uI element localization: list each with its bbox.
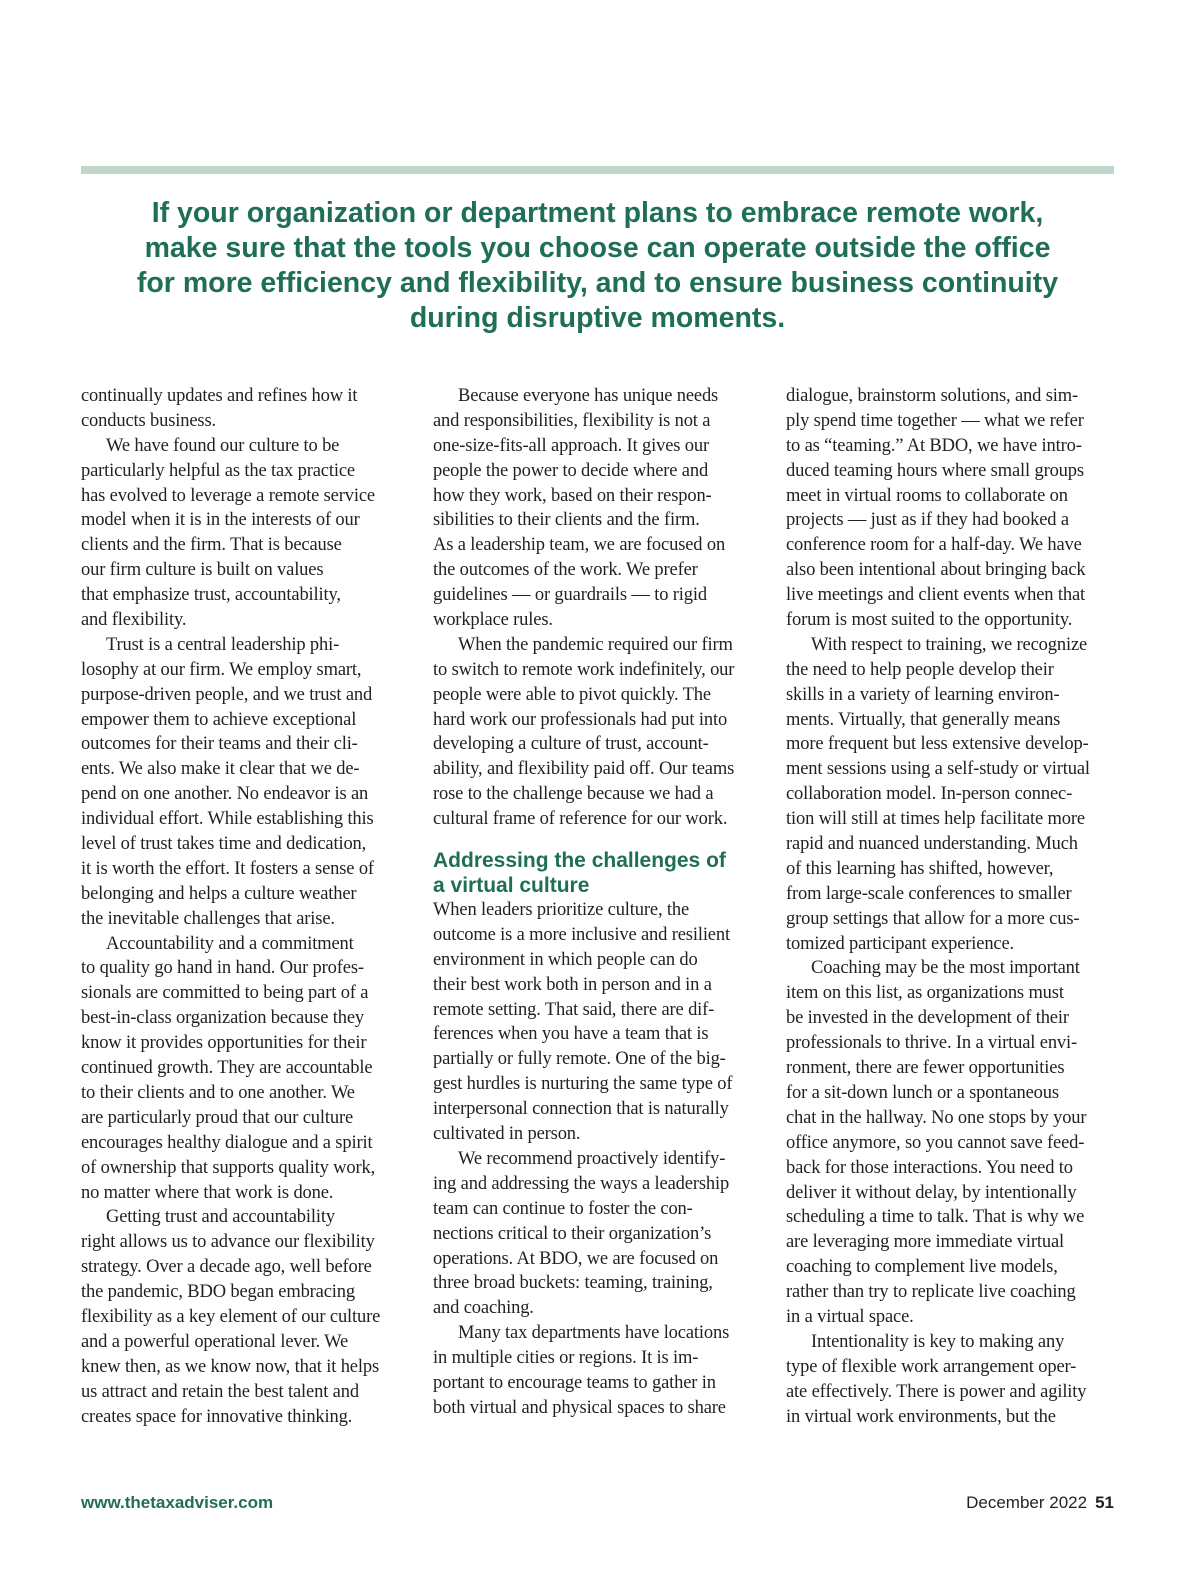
body-text-line: deliver it without delay, by intentionally — [786, 1182, 1077, 1203]
body-text-line: hard work our professionals had put into — [433, 709, 728, 730]
body-text-line: the pandemic, BDO began embracing — [81, 1282, 355, 1303]
body-text-line: know it provides opportunities for their — [81, 1033, 367, 1054]
body-text-line: ments. Virtually, that generally means — [786, 709, 1061, 730]
body-text-line: tomized participant experience. — [786, 933, 1015, 954]
body-text-line: ability, and flexibility paid off. Our teams — [433, 759, 735, 780]
body-text-line: the inevitable challenges that arise. — [81, 908, 335, 929]
body-text-line: for a sit-down lunch or a spontaneous — [786, 1082, 1059, 1103]
paragraph-first-line: We recommend proactively identify- — [458, 1148, 726, 1169]
body-text-line: partially or fully remote. One of the big- — [433, 1049, 726, 1070]
pull-quote-line: make sure that the tools you choose can operate outside the office — [144, 232, 1051, 264]
body-text-line: creates space for innovative thinking. — [81, 1406, 353, 1427]
body-text-line: and coaching. — [433, 1298, 534, 1319]
body-text-line: of this learning has shifted, however, — [786, 858, 1054, 879]
body-text-line: rose to the challenge because we had a — [433, 784, 714, 805]
body-text-line: the need to help people develop their — [786, 659, 1054, 680]
body-text-line: guidelines — or guardrails — to rigid — [433, 585, 707, 606]
body-text-line: in multiple cities or regions. It is im- — [433, 1348, 699, 1369]
body-text-line: skills in a variety of learning environ- — [786, 684, 1060, 705]
body-text-line: that emphasize trust, accountability, — [81, 585, 341, 606]
paragraph-first-line: Trust is a central leadership phi- — [106, 634, 340, 655]
body-text-line: in virtual work environments, but the — [786, 1406, 1056, 1427]
body-text-line: encourages healthy dialogue and a spirit — [81, 1132, 373, 1153]
body-text-line: workplace rules. — [433, 610, 553, 631]
body-text-line: rapid and nuanced understanding. Much — [786, 834, 1078, 855]
body-text-line: item on this list, as organizations must — [786, 983, 1064, 1004]
article-column-1 — [81, 384, 416, 1429]
paragraph-first-line: When the pandemic required our firm — [458, 634, 733, 655]
body-text-line: right allows us to advance our flexibility — [81, 1232, 375, 1253]
body-text-line: pend on one another. No endeavor is an — [81, 784, 369, 805]
body-text-line: to quality go hand in hand. Our profes- — [81, 958, 364, 979]
body-text-line: ents. We also make it clear that we de- — [81, 759, 360, 780]
body-text-line: coaching to complement live models, — [786, 1257, 1058, 1278]
body-text-line: tion will still at times help facilitate more — [786, 809, 1085, 830]
body-text-line: outcome is a more inclusive and resilient — [433, 924, 730, 945]
body-text-line: cultivated in person. — [433, 1124, 581, 1145]
body-text-line: purpose-driven people, and we trust and — [81, 684, 373, 705]
body-text-line: their best work both in person and in a — [433, 974, 712, 995]
body-text-line: knew then, as we know now, that it helps — [81, 1356, 379, 1377]
body-text-line: to switch to remote work indefinitely, our — [433, 659, 735, 680]
body-text-line: individual effort. While establishing this — [81, 809, 374, 830]
body-text-line: team can continue to foster the con- — [433, 1198, 693, 1219]
body-text-line: no matter where that work is done. — [81, 1182, 334, 1203]
pull-quote-line: If your organization or department plans to embrace remote work, — [151, 197, 1044, 229]
section-heading-line: a virtual culture — [433, 874, 590, 898]
footer-website-link[interactable]: www.thetaxadviser.com — [81, 1493, 274, 1512]
top-divider-rule — [81, 166, 1114, 174]
article-column-3 — [786, 384, 1121, 1429]
body-text-line: environment in which people can do — [433, 949, 698, 970]
section-spacer — [433, 832, 768, 848]
body-text-line: meet in virtual rooms to collaborate on — [786, 485, 1068, 506]
body-text-line: and a powerful operational lever. We — [81, 1331, 349, 1352]
body-text-line: people the power to decide where and — [433, 460, 709, 481]
body-text-line: more frequent but less extensive develop- — [786, 734, 1089, 755]
body-text-line: operations. At BDO, we are focused on — [433, 1248, 719, 1269]
body-text-line: and responsibilities, flexibility is not a — [433, 410, 711, 431]
body-text-line: in a virtual space. — [786, 1306, 914, 1327]
body-text-line: particularly helpful as the tax practice — [81, 460, 355, 481]
paragraph-first-line: We have found our culture to be — [106, 435, 340, 456]
body-text-line: also been intentional about bringing back — [786, 560, 1086, 581]
paragraph-first-line: Accountability and a commitment — [106, 933, 354, 954]
paragraph-first-line: Intentionality is key to making any — [811, 1331, 1065, 1352]
body-text-line: sionals are committed to being part of a — [81, 983, 369, 1004]
body-text-line: ing and addressing the ways a leadership — [433, 1173, 730, 1194]
body-text-line: empower them to achieve exceptional — [81, 709, 357, 730]
body-text-line: ronment, there are fewer opportunities — [786, 1058, 1065, 1079]
pull-quote-line: for more efficiency and flexibility, and to ensure business continuity — [136, 267, 1059, 299]
body-text-line: As a leadership team, we are focused on — [433, 535, 726, 556]
body-text-line: one-size-fits-all approach. It gives our — [433, 435, 710, 456]
body-text-line: and flexibility. — [81, 610, 187, 631]
body-text-line: chat in the hallway. No one stops by your — [786, 1107, 1087, 1128]
body-text-line: to their clients and to one another. We — [81, 1082, 355, 1103]
body-text-line: collaboration model. In-person connec- — [786, 784, 1073, 805]
body-text-line: rather than try to replicate live coaching — [786, 1282, 1076, 1303]
body-text-line: portant to encourage teams to gather in — [433, 1372, 716, 1393]
body-text-line: outcomes for their teams and their cli- — [81, 734, 358, 755]
footer-issue-info — [966, 1493, 1114, 1513]
body-text-line: how they work, based on their respon- — [433, 485, 712, 506]
body-text-line: the outcomes of the work. We prefer — [433, 560, 698, 581]
paragraph-first-line: Coaching may be the most important — [811, 958, 1080, 979]
body-text-line: people were able to pivot quickly. The — [433, 684, 711, 705]
body-text-line: developing a culture of trust, account- — [433, 734, 709, 755]
paragraph-first-line: With respect to training, we recognize — [811, 634, 1088, 655]
article-column-2 — [433, 384, 768, 1421]
body-text-line: best-in-class organization because they — [81, 1008, 365, 1029]
body-text-line: scheduling a time to talk. That is why we — [786, 1207, 1085, 1228]
body-text-line: has evolved to leverage a remote service — [81, 485, 375, 506]
body-text-line: ferences when you have a team that is — [433, 1024, 709, 1045]
body-text-line: to as “teaming.” At BDO, we have intro- — [786, 435, 1082, 456]
body-text-line: from large-scale conferences to smaller — [786, 883, 1072, 904]
body-text-line: continued growth. They are accountable — [81, 1058, 373, 1079]
body-text-line: are particularly proud that our culture — [81, 1107, 354, 1128]
body-text-line: forum is most suited to the opportunity. — [786, 610, 1073, 631]
body-text-line: cultural frame of reference for our work. — [433, 809, 728, 830]
pull-quote-line: during disruptive moments. — [409, 302, 786, 334]
body-text-line: three broad buckets: teaming, training, — [433, 1273, 713, 1294]
body-text-line: conference room for a half-day. We have — [786, 535, 1082, 556]
body-text-line: When leaders prioritize culture, the — [433, 900, 690, 921]
paragraph-first-line: Getting trust and accountability — [106, 1207, 335, 1228]
paragraph-first-line: Because everyone has unique needs — [458, 386, 719, 406]
body-text-line: interpersonal connection that is naturally — [433, 1099, 729, 1120]
body-text-line: professionals to thrive. In a virtual envi- — [786, 1033, 1078, 1054]
body-text-line: dialogue, brainstorm solutions, and sim- — [786, 386, 1079, 406]
body-text-line: ply spend time together — what we refer — [786, 410, 1084, 431]
body-text-line: office anymore, so you cannot save feed- — [786, 1132, 1085, 1153]
body-text-line: flexibility as a key element of our culture — [81, 1306, 381, 1327]
body-text-line: group settings that allow for a more cus- — [786, 908, 1080, 929]
section-heading-line: Addressing the challenges of — [433, 849, 726, 873]
body-text-line: nections critical to their organization’s — [433, 1223, 712, 1244]
body-text-line: ment sessions using a self-study or virtual — [786, 759, 1090, 780]
page-number: 51 — [1095, 1493, 1114, 1512]
paragraph-first-line: Many tax departments have locations — [458, 1323, 730, 1344]
body-text-line: of ownership that supports quality work, — [81, 1157, 376, 1178]
body-text-line: sibilities to their clients and the firm. — [433, 510, 700, 531]
body-text-line: losophy at our firm. We employ smart, — [81, 659, 362, 680]
body-text-line: conducts business. — [81, 410, 217, 431]
body-text-line: live meetings and client events when that — [786, 585, 1086, 606]
body-text-line: are leveraging more immediate virtual — [786, 1232, 1064, 1253]
body-text-line: remote setting. That said, there are dif- — [433, 999, 715, 1020]
body-text-line: model when it is in the interests of our — [81, 510, 360, 531]
body-text-line: projects — just as if they had booked a — [786, 510, 1069, 531]
body-text-line: be invested in the development of their — [786, 1008, 1069, 1029]
body-text-line: back for those interactions. You need to — [786, 1157, 1073, 1178]
body-text-line: ate effectively. There is power and agility — [786, 1381, 1087, 1402]
pull-quote — [81, 196, 1114, 336]
body-text-line: both virtual and physical spaces to share — [433, 1397, 726, 1418]
body-text-line: type of flexible work arrangement oper- — [786, 1356, 1077, 1377]
body-text-line: gest hurdles is nurturing the same type of — [433, 1074, 733, 1095]
body-text-line: clients and the firm. That is because — [81, 535, 342, 556]
body-text-line: duced teaming hours where small groups — [786, 460, 1084, 481]
body-text-line: strategy. Over a decade ago, well before — [81, 1257, 372, 1278]
footer-issue-date: December 2022 — [966, 1493, 1088, 1512]
body-text-line: us attract and retain the best talent and — [81, 1381, 359, 1402]
body-text-line: it is worth the effort. It fosters a sense of — [81, 858, 374, 879]
body-text-line: our firm culture is built on values — [81, 560, 324, 581]
body-text-line: level of trust takes time and dedication, — [81, 834, 367, 855]
body-text-line: continually updates and refines how it — [81, 386, 358, 406]
body-text-line: belonging and helps a culture weather — [81, 883, 357, 904]
